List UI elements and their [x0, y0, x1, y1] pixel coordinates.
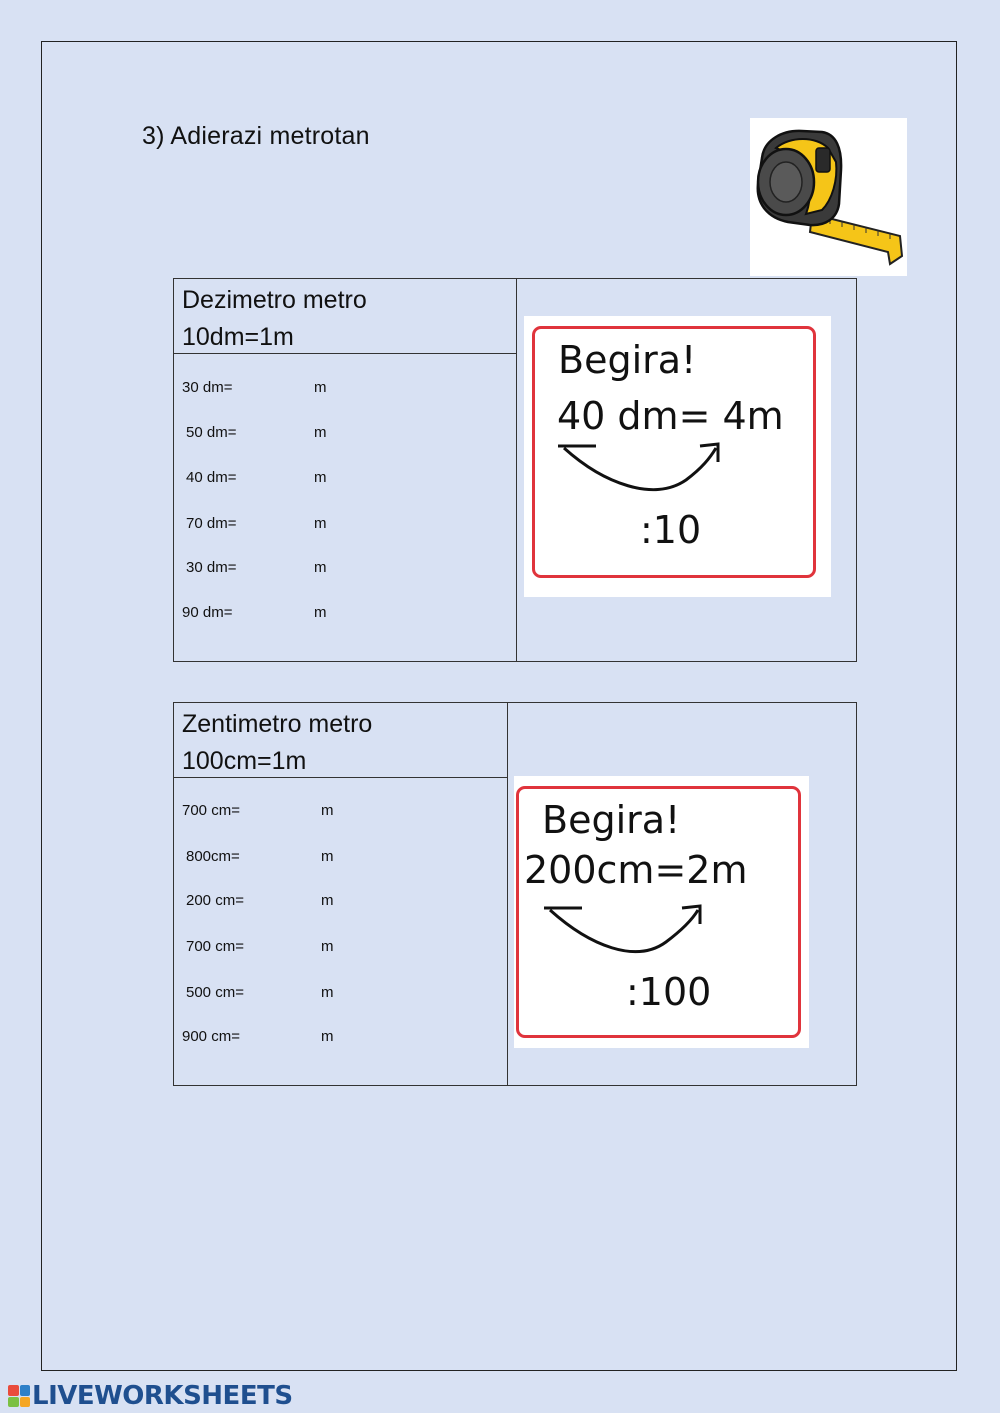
- curved-arrow-icon: [540, 902, 720, 962]
- cm-hint-card: [514, 776, 809, 1048]
- curved-arrow-icon: [554, 440, 734, 500]
- dm-table: [173, 278, 857, 662]
- dm-hint-title: Begira!: [558, 338, 697, 382]
- task-title: 3) Adierazi metrotan: [142, 122, 370, 150]
- dm-exercise-column: Dezimetro metro 10dm=1m 30 dm= m 50 dm= m 40 dm= m 70 dm= m 30 dm= m 90 dm= m: [174, 279, 517, 661]
- cm-hint-title: Begira!: [542, 798, 681, 842]
- logo-icon: [8, 1385, 30, 1407]
- dm-hint-example: 40 dm= 4m: [557, 394, 784, 438]
- brand-name: LIVEWORKSHEETS: [32, 1381, 293, 1411]
- dm-header-title: Dezimetro metro: [182, 286, 367, 314]
- cm-hint-example: 200cm=2m: [524, 848, 748, 892]
- cm-table-header: [174, 703, 507, 778]
- tape-measure-icon: [750, 118, 907, 276]
- cm-table: [173, 702, 857, 1086]
- dm-table-header: [174, 279, 516, 354]
- cm-exercise-column: Zentimetro metro 100cm=1m 700 cm= m 800cm= m 200 cm= m 700 cm= m 500 cm= m 900 cm= m: [174, 703, 508, 1085]
- dm-hint-card: [524, 316, 831, 597]
- liveworksheets-logo: [8, 1381, 293, 1411]
- cm-header-rule: 100cm=1m: [182, 747, 307, 775]
- cm-header-title: Zentimetro metro: [182, 710, 373, 738]
- dm-hint-operation: :10: [640, 508, 702, 552]
- cm-hint-operation: :100: [626, 970, 712, 1014]
- dm-header-rule: 10dm=1m: [182, 323, 294, 351]
